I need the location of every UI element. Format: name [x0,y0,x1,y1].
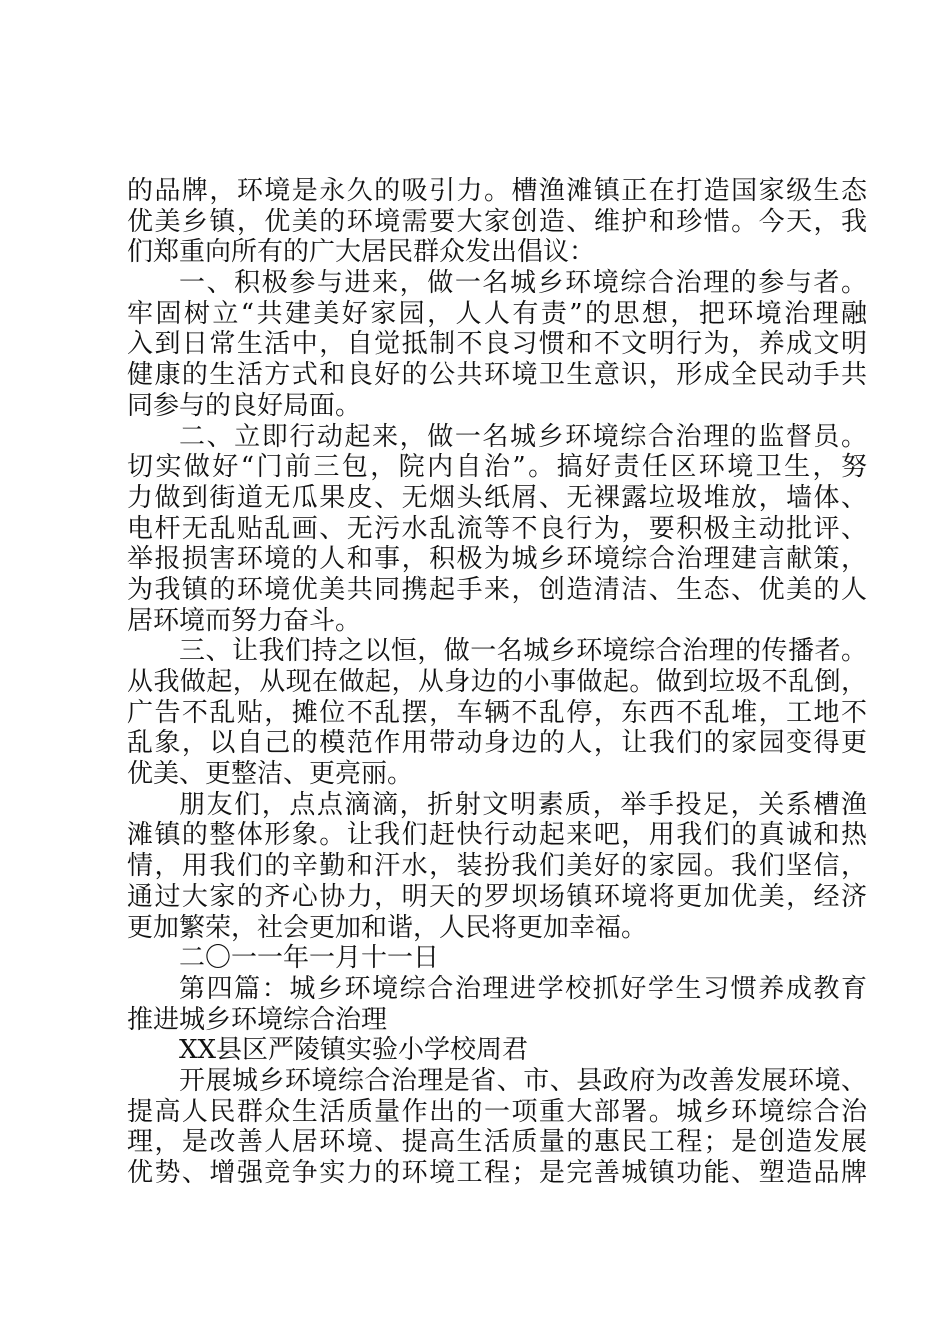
text-line: 居环境而努力奋斗。 [127,605,362,636]
text-line: 们郑重向所有的广大居民群众发出倡议： [127,237,596,268]
text-line: 牢固树立“共建美好家园，人人有责”的思想，把环境治理融 [127,298,867,329]
text-line: 二〇一一年一月十一日 [179,943,440,974]
text-line: 通过大家的齐心协力，明天的罗坝场镇环境将更加优美，经济 [127,881,867,912]
text-line: 朋友们，点点滴滴，折射文明素质，举手投足，关系槽渔 [179,789,867,820]
text-line: 一、积极参与进来，做一名城乡环境综合治理的参与者。 [179,268,867,299]
text-line: 优美乡镇，优美的环境需要大家创造、维护和珍惜。今天，我 [127,206,867,237]
text-line: 更加繁荣，社会更加和谐，人民将更加幸福。 [127,912,648,943]
text-line: 三、让我们持之以恒，做一名城乡环境综合治理的传播者。 [179,636,867,667]
text-line: 优美、更整洁、更亮丽。 [127,759,414,790]
text-line: 广告不乱贴，摊位不乱摆，车辆不乱停，东西不乱堆，工地不 [127,697,867,728]
text-line: 同参与的良好局面。 [127,390,362,421]
text-line: 电杆无乱贴乱画、无污水乱流等不良行为，要积极主动批评、 [127,513,867,544]
text-line: 第四篇：城乡环境综合治理进学校抓好学生习惯养成教育 [179,973,867,1004]
text-line: 从我做起，从现在做起，从身边的小事做起。做到垃圾不乱倒， [127,667,867,697]
text-line: 开展城乡环境综合治理是省、市、县政府为改善发展环境、 [179,1065,867,1096]
text-line: XX县区严陵镇实验小学校周君 [179,1035,529,1066]
text-line: 健康的生活方式和良好的公共环境卫生意识，形成全民动手共 [127,360,867,391]
text-line: 举报损害环境的人和事，积极为城乡环境综合治理建言献策， [127,544,867,575]
text-line: 为我镇的环境优美共同携起手来，创造清洁、生态、优美的人 [127,574,867,605]
text-line: 力做到街道无瓜果皮、无烟头纸屑、无裸露垃圾堆放，墙体、 [127,482,867,513]
text-line: 推进城乡环境综合治理 [127,1004,388,1035]
text-line: 理，是改善人居环境、提高生活质量的惠民工程；是创造发展 [127,1127,867,1158]
text-line: 乱象，以自己的模范作用带动身边的人，让我们的家园变得更 [127,728,867,759]
text-line: 优势、增强竞争实力的环境工程；是完善城镇功能、塑造品牌 [127,1158,867,1188]
text-line: 的品牌，环境是永久的吸引力。槽渔滩镇正在打造国家级生态 [127,176,867,206]
text-line: 情，用我们的辛勤和汗水，装扮我们美好的家园。我们坚信， [127,851,867,882]
document-body [127,176,867,1189]
text-line: 切实做好“门前三包，院内自治”。搞好责任区环境卫生，努 [127,452,867,483]
text-line: 二、立即行动起来，做一名城乡环境综合治理的监督员。 [179,421,867,452]
text-line: 入到日常生活中，自觉抵制不良习惯和不文明行为，养成文明 [127,329,867,360]
text-line: 提高人民群众生活质量作出的一项重大部署。城乡环境综合治 [127,1096,867,1127]
text-line: 滩镇的整体形象。让我们赶快行动起来吧，用我们的真诚和热 [127,820,867,851]
